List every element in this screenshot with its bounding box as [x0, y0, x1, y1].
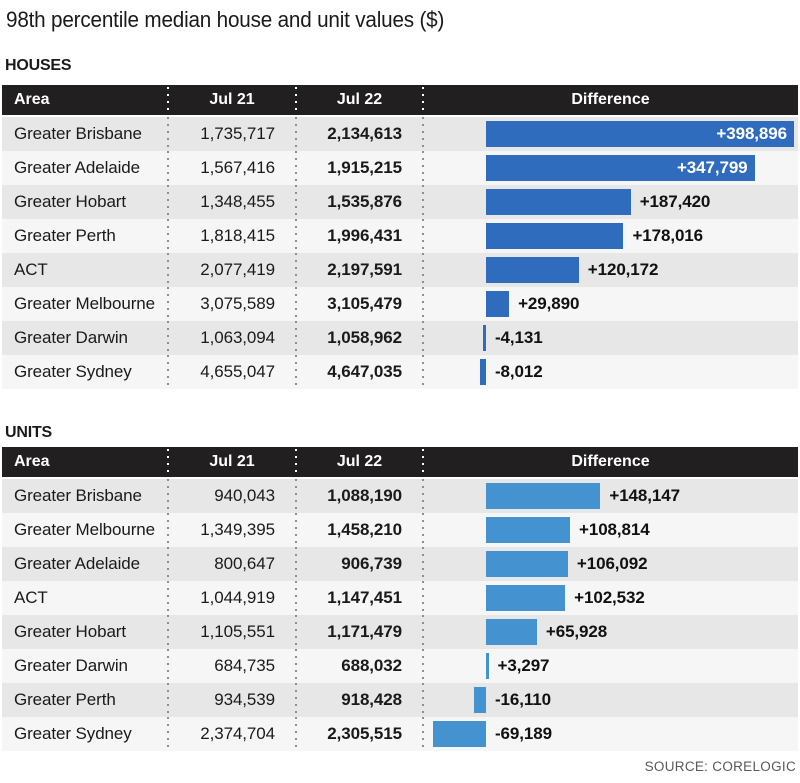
jul22-value-cell: 2,197,591 [296, 253, 423, 287]
jul22-value-cell: 688,032 [296, 649, 423, 683]
difference-cell [423, 117, 798, 151]
area-cell: Greater Hobart [14, 192, 126, 211]
jul22-value-cell: 1,535,876 [296, 185, 423, 219]
col-header-difference: Difference [423, 85, 798, 115]
diff-bar [486, 483, 600, 509]
diff-bar [486, 223, 623, 249]
table-row [2, 547, 798, 581]
diff-value-label: +3,297 [497, 656, 550, 675]
diff-bar [486, 551, 568, 577]
jul21-value-cell: 940,043 [168, 479, 296, 513]
table-row [2, 151, 798, 185]
jul21-value-cell: 1,063,094 [168, 321, 296, 355]
diff-bar [486, 257, 579, 283]
difference-cell [423, 287, 798, 321]
diff-value-label: +148,147 [609, 486, 680, 505]
table-row [2, 287, 798, 321]
jul22-value-cell: 1,088,190 [296, 479, 423, 513]
jul22-value-cell: 1,058,962 [296, 321, 423, 355]
difference-cell [423, 151, 798, 185]
difference-cell [423, 355, 798, 389]
diff-value-label: -4,131 [495, 328, 543, 347]
diff-value-label: +29,890 [518, 294, 580, 313]
difference-cell [423, 253, 798, 287]
jul22-value-cell: 4,647,035 [296, 355, 423, 389]
jul22-value-cell: 2,134,613 [296, 117, 423, 151]
table-row [2, 355, 798, 389]
table-row [2, 117, 798, 151]
area-cell: Greater Hobart [14, 622, 126, 641]
table-row [2, 513, 798, 547]
diff-bar [480, 359, 486, 385]
units-table-header [2, 447, 798, 477]
area-cell: Greater Melbourne [14, 520, 155, 539]
difference-cell [423, 649, 798, 683]
jul22-value-cell: 1,915,215 [296, 151, 423, 185]
houses-table-body [2, 117, 798, 389]
col-header-area: Area [14, 91, 50, 108]
table-row [2, 581, 798, 615]
units-table [2, 447, 798, 751]
area-cell: Greater Perth [14, 690, 116, 709]
jul22-value-cell: 906,739 [296, 547, 423, 581]
diff-bar [486, 291, 509, 317]
jul21-value-cell: 1,567,416 [168, 151, 296, 185]
jul21-value-cell: 1,105,551 [168, 615, 296, 649]
difference-cell [423, 717, 798, 751]
diff-bar [486, 517, 570, 543]
col-header-jul21: Jul 21 [168, 85, 296, 115]
col-header-jul22: Jul 22 [296, 447, 423, 477]
area-cell: ACT [14, 588, 48, 607]
jul21-value-cell: 1,348,455 [168, 185, 296, 219]
diff-value-label: +178,016 [632, 226, 704, 245]
jul22-value-cell: 1,147,451 [296, 581, 423, 615]
jul21-value-cell: 4,655,047 [168, 355, 296, 389]
units-table-body [2, 479, 798, 751]
diff-value-label: +398,896 [716, 124, 787, 143]
difference-cell [423, 683, 798, 717]
area-cell: Greater Perth [14, 226, 116, 245]
table-row [2, 717, 798, 751]
table-row [2, 219, 798, 253]
difference-cell [423, 185, 798, 219]
jul22-value-cell: 2,305,515 [296, 717, 423, 751]
diff-bar [486, 653, 489, 679]
diff-value-label: +187,420 [639, 192, 711, 211]
table-row [2, 185, 798, 219]
area-cell: Greater Melbourne [14, 294, 155, 313]
diff-value-label: +106,092 [576, 554, 648, 573]
difference-cell [423, 615, 798, 649]
diff-bar [486, 619, 537, 645]
jul21-value-cell: 2,374,704 [168, 717, 296, 751]
jul21-value-cell: 1,349,395 [168, 513, 296, 547]
area-cell: Greater Darwin [14, 328, 128, 347]
diff-value-label: -8,012 [495, 362, 543, 381]
col-header-area: Area [14, 453, 50, 470]
difference-cell [423, 547, 798, 581]
diff-value-label: +120,172 [587, 260, 659, 279]
diff-value-label: +102,532 [574, 588, 645, 607]
area-cell: ACT [14, 260, 48, 279]
jul21-value-cell: 1,735,717 [168, 117, 296, 151]
jul21-value-cell: 2,077,419 [168, 253, 296, 287]
houses-table-header [2, 85, 798, 115]
area-cell: Greater Sydney [14, 362, 132, 381]
diff-bar [486, 189, 631, 215]
jul21-value-cell: 1,044,919 [168, 581, 296, 615]
area-cell: Greater Darwin [14, 656, 128, 675]
jul21-value-cell: 1,818,415 [168, 219, 296, 253]
diff-value-label: -16,110 [495, 690, 552, 709]
jul22-value-cell: 1,171,479 [296, 615, 423, 649]
table-row [2, 649, 798, 683]
jul22-value-cell: 1,996,431 [296, 219, 423, 253]
jul21-value-cell: 800,647 [168, 547, 296, 581]
difference-cell [423, 513, 798, 547]
difference-cell [423, 479, 798, 513]
col-header-jul22: Jul 22 [296, 85, 423, 115]
jul21-value-cell: 684,735 [168, 649, 296, 683]
area-cell: Greater Brisbane [14, 124, 142, 143]
diff-value-label: +347,799 [676, 158, 748, 177]
difference-cell [423, 321, 798, 355]
area-cell: Greater Sydney [14, 724, 132, 743]
diff-value-label: -69,189 [495, 724, 552, 743]
diff-value-label: +108,814 [579, 520, 650, 539]
page-title: 98th percentile median house and unit values ($) [6, 7, 445, 32]
jul22-value-cell: 3,105,479 [296, 287, 423, 321]
col-header-jul21: Jul 21 [168, 447, 296, 477]
diff-value-label: +65,928 [545, 622, 608, 641]
jul21-value-cell: 3,075,589 [168, 287, 296, 321]
source-credit: SOURCE: CORELOGIC [644, 759, 796, 774]
section-label-houses: HOUSES [5, 57, 72, 74]
difference-cell [423, 219, 798, 253]
diff-bar [486, 585, 565, 611]
area-cell: Greater Adelaide [14, 554, 140, 573]
table-row [2, 479, 798, 513]
table-row [2, 253, 798, 287]
diff-bar [483, 325, 486, 351]
jul22-value-cell: 1,458,210 [296, 513, 423, 547]
jul21-value-cell: 934,539 [168, 683, 296, 717]
section-label-units: UNITS [5, 424, 53, 441]
area-cell: Greater Brisbane [14, 486, 142, 505]
area-cell: Greater Adelaide [14, 158, 140, 177]
houses-table [2, 85, 798, 389]
table-row [2, 615, 798, 649]
jul22-value-cell: 918,428 [296, 683, 423, 717]
table-row [2, 683, 798, 717]
diff-bar [433, 721, 486, 747]
col-header-difference: Difference [423, 447, 798, 477]
table-row [2, 321, 798, 355]
difference-cell [423, 581, 798, 615]
diff-bar [474, 687, 486, 713]
